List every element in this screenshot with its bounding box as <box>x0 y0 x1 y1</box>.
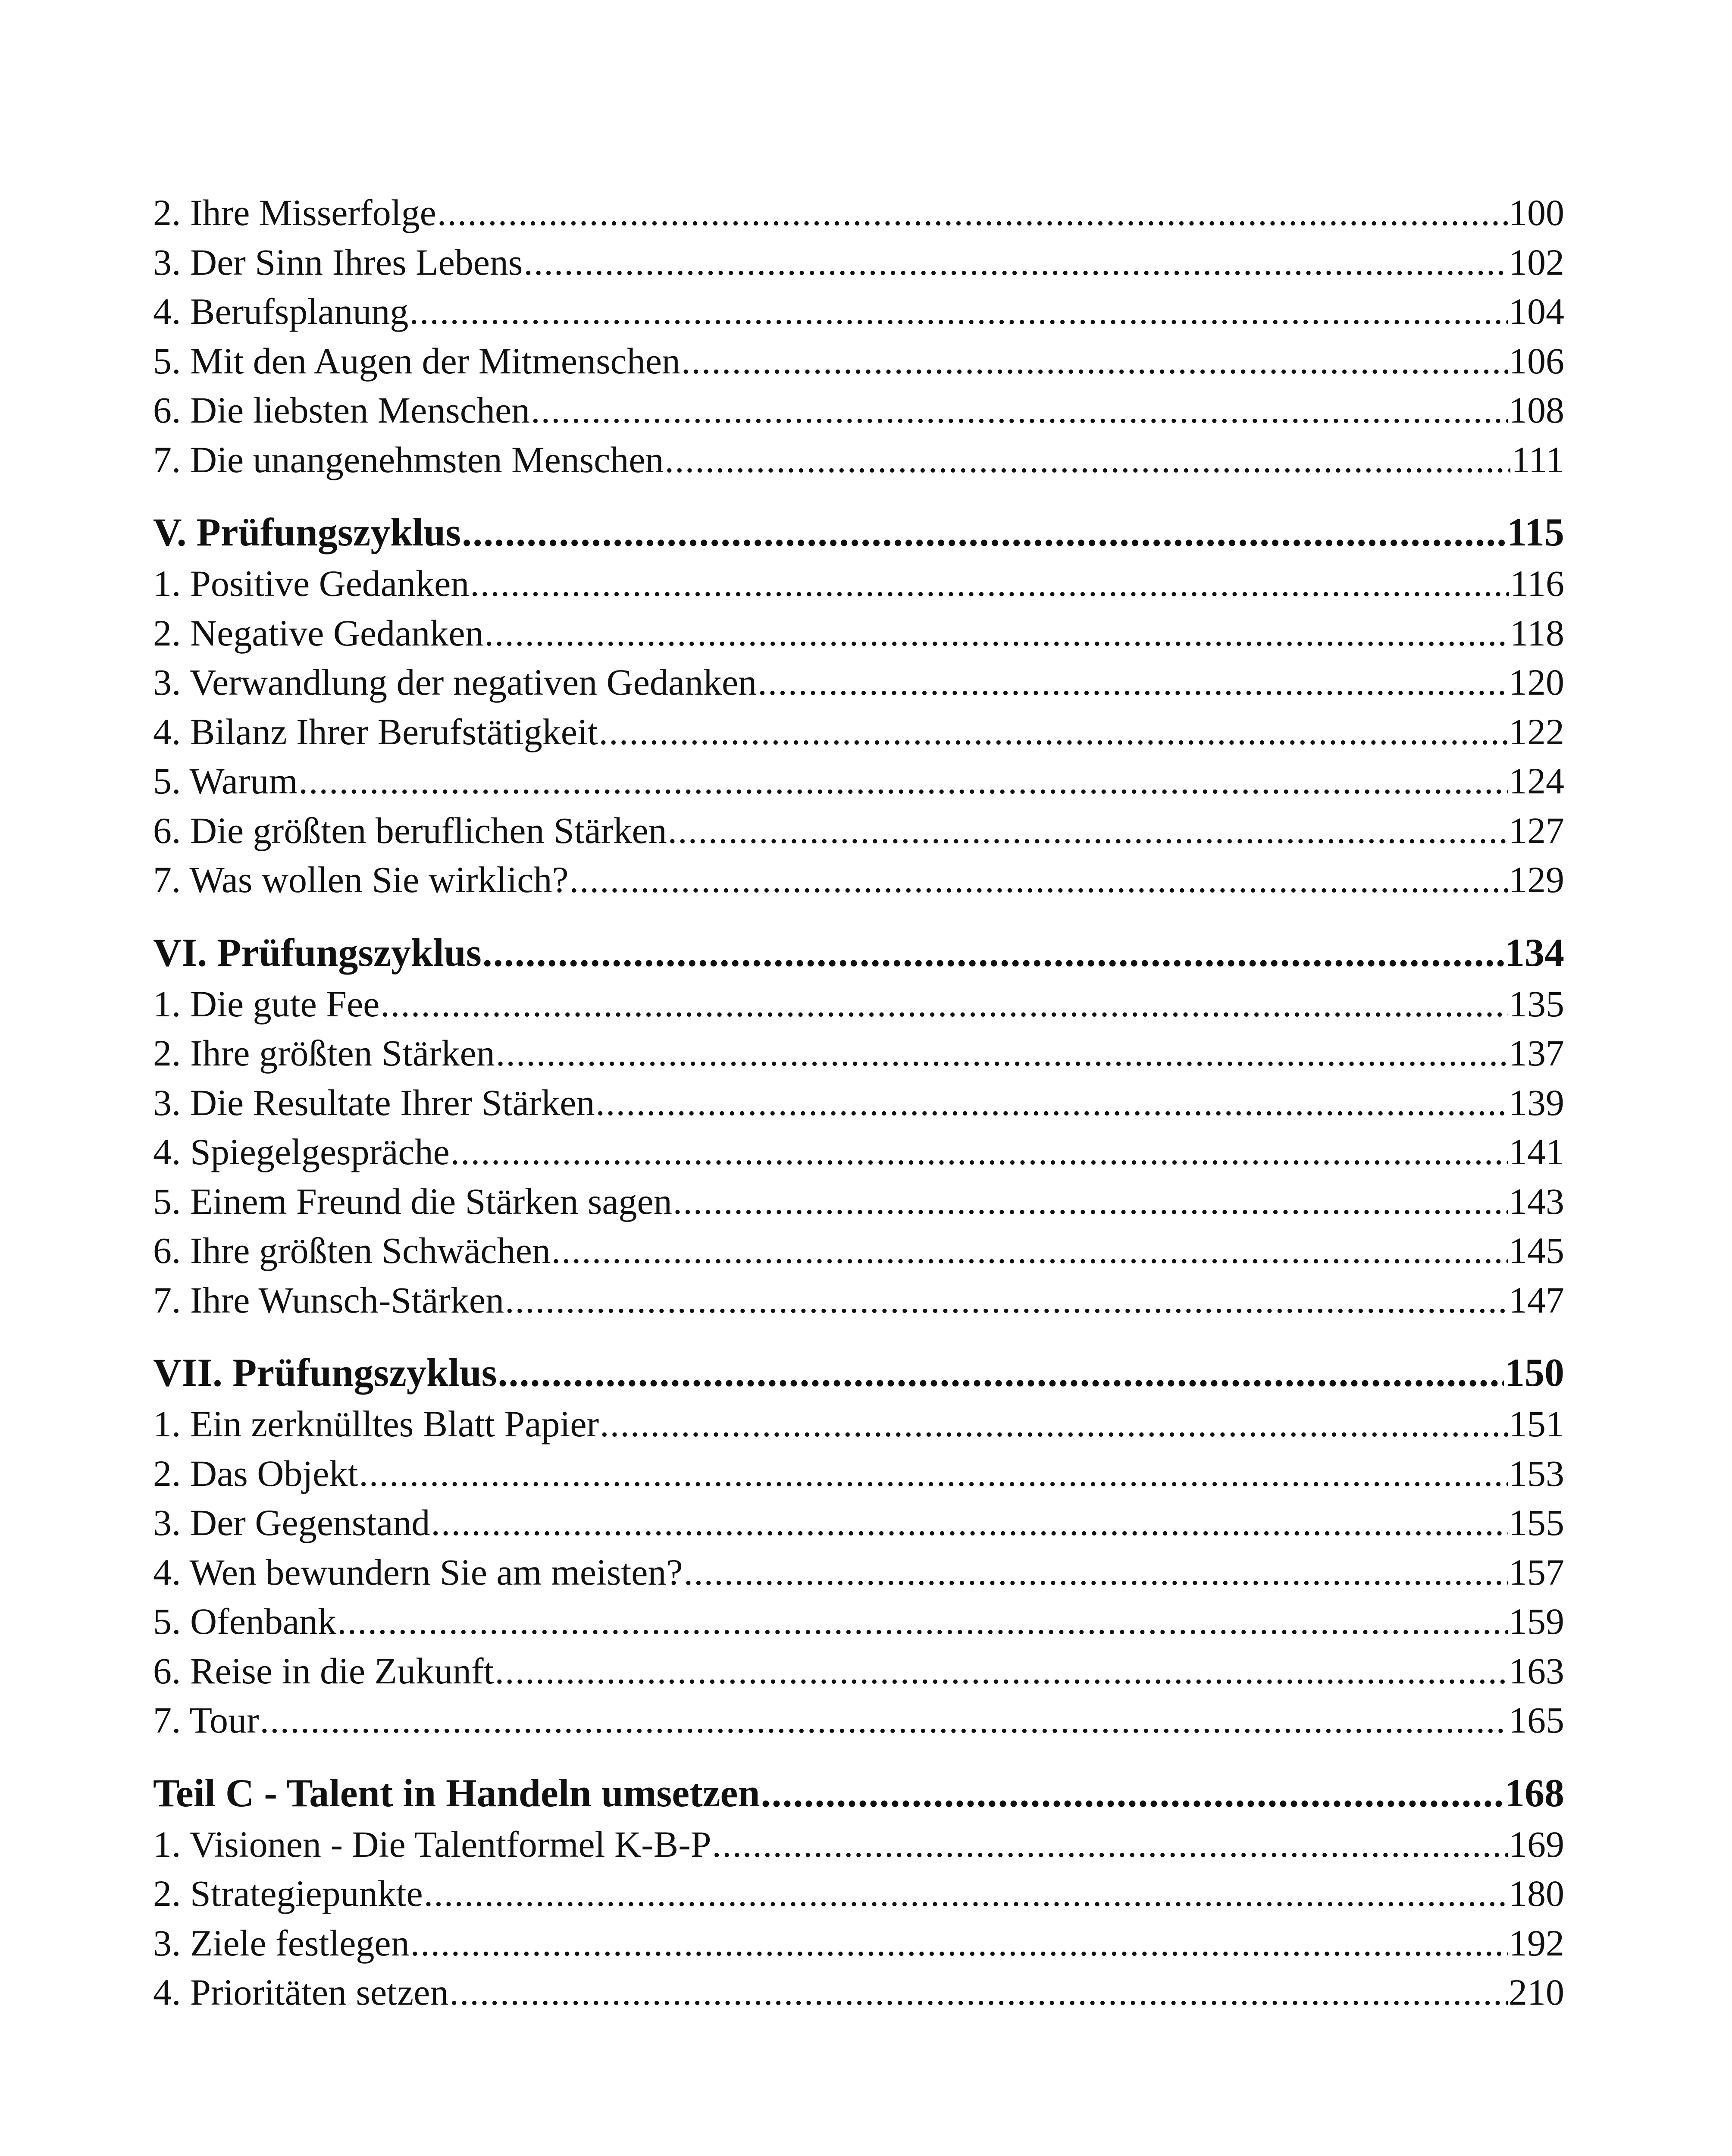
toc-entry[interactable] <box>153 1275 1564 1325</box>
toc-entry-label: 2. Ihre größten Stärken <box>153 1032 495 1074</box>
toc-entry-label: 7. Ihre Wunsch-Stärken <box>153 1279 504 1321</box>
dot-leader <box>600 1399 1508 1449</box>
toc-entry[interactable] <box>153 1548 1564 1597</box>
toc-entry-page-number: 141 <box>1509 1131 1564 1172</box>
toc-entry-label: 6. Die liebsten Menschen <box>153 389 530 431</box>
dot-leader <box>551 1226 1508 1275</box>
toc-entry-label: 5. Ofenbank <box>153 1601 337 1642</box>
toc-entry[interactable] <box>153 806 1564 856</box>
toc-entry-label: VI. Prüfungszyklus <box>153 930 482 975</box>
dot-leader <box>758 658 1508 707</box>
dot-leader <box>498 1346 1504 1399</box>
dot-leader <box>337 1597 1508 1646</box>
toc-entry[interactable] <box>153 385 1564 435</box>
toc-entry-label: 7. Was wollen Sie wirklich? <box>153 859 569 900</box>
toc-entry[interactable] <box>153 287 1564 336</box>
toc-entry-page-number: 127 <box>1509 809 1564 851</box>
dot-leader <box>595 1078 1508 1128</box>
toc-entry-label: 4. Bilanz Ihrer Berufstätigkeit <box>153 711 598 752</box>
dot-leader <box>424 1869 1508 1918</box>
dot-leader <box>470 559 1509 608</box>
toc-entry[interactable] <box>153 855 1564 905</box>
toc-entry-page-number: 155 <box>1509 1502 1564 1543</box>
dot-leader <box>668 806 1508 856</box>
toc-entry[interactable] <box>153 979 1564 1029</box>
dot-leader <box>599 707 1508 757</box>
toc-entry-page-number: 168 <box>1505 1771 1564 1815</box>
toc-entry-page-number: 157 <box>1509 1551 1564 1593</box>
toc-entry-page-number: 100 <box>1509 192 1564 233</box>
toc-entry-page-number: 192 <box>1509 1922 1564 1964</box>
toc-entry-label: 4. Spiegelgespräche <box>153 1131 450 1172</box>
toc-entry-label: 1. Positive Gedanken <box>153 563 470 604</box>
toc-entry[interactable] <box>153 1177 1564 1226</box>
dot-leader <box>431 1498 1508 1548</box>
toc-entry-label: 7. Tour <box>153 1699 259 1741</box>
toc-section-heading[interactable] <box>153 506 1564 559</box>
toc-entry-page-number: 150 <box>1505 1351 1564 1395</box>
toc-entry-page-number: 129 <box>1509 859 1564 900</box>
toc-entry-label: 3. Der Gegenstand <box>153 1502 430 1543</box>
toc-entry[interactable] <box>153 1078 1564 1128</box>
toc-entry-label: 6. Reise in die Zukunft <box>153 1650 494 1692</box>
toc-entry-label: 7. Die unangenehmsten Menschen <box>153 439 664 480</box>
toc-entry-label: 5. Warum <box>153 760 298 802</box>
toc-entry[interactable] <box>153 1449 1564 1498</box>
dot-leader <box>359 1449 1508 1498</box>
toc-entry[interactable] <box>153 336 1564 386</box>
toc-entry[interactable] <box>153 1498 1564 1548</box>
toc-entry-page-number: 143 <box>1509 1180 1564 1222</box>
toc-entry[interactable] <box>153 1028 1564 1078</box>
toc-entry-page-number: 115 <box>1507 510 1564 554</box>
dot-leader <box>298 756 1508 806</box>
dot-leader <box>380 979 1508 1029</box>
toc-entry[interactable] <box>153 238 1564 287</box>
toc-entry[interactable] <box>153 1918 1564 1968</box>
toc-entry-label: 1. Ein zerknülltes Blatt Papier <box>153 1403 599 1445</box>
toc-entry-page-number: 122 <box>1509 711 1564 752</box>
toc-entry-page-number: 134 <box>1505 930 1564 975</box>
toc-section-heading[interactable] <box>153 1767 1564 1820</box>
toc-entry-label: 6. Ihre größten Schwächen <box>153 1230 551 1271</box>
toc-entry-label: 2. Strategiepunkte <box>153 1873 423 1914</box>
toc-entry-page-number: 116 <box>1510 563 1564 604</box>
toc-entry-page-number: 124 <box>1509 760 1564 802</box>
dot-leader <box>495 1646 1508 1696</box>
toc-entry[interactable] <box>153 559 1564 608</box>
toc-entry-page-number: 137 <box>1509 1032 1564 1074</box>
toc-entry-page-number: 180 <box>1509 1873 1564 1914</box>
toc-entry[interactable] <box>153 608 1564 658</box>
toc-entry-page-number: 135 <box>1509 983 1564 1025</box>
toc-entry-label: 3. Verwandlung der negativen Gedanken <box>153 661 757 703</box>
toc-section-heading[interactable] <box>153 1346 1564 1399</box>
dot-leader <box>531 385 1508 435</box>
toc-entry-page-number: 210 <box>1509 1971 1564 2013</box>
dot-leader <box>409 287 1508 336</box>
toc-entry-label: 4. Berufsplanung <box>153 291 409 332</box>
toc-entry-label: 2. Ihre Misserfolge <box>153 192 436 233</box>
toc-entry[interactable] <box>153 1646 1564 1696</box>
dot-leader <box>449 1968 1508 2017</box>
toc-entry[interactable] <box>153 1597 1564 1646</box>
toc-entry-page-number: 102 <box>1509 241 1564 283</box>
toc-entry-label: 3. Der Sinn Ihres Lebens <box>153 241 523 283</box>
toc-entry-page-number: 145 <box>1509 1230 1564 1271</box>
toc-entry-label: Teil C - Talent in Handeln umsetzen <box>153 1771 760 1815</box>
toc-entry[interactable] <box>153 435 1564 485</box>
dot-leader <box>673 1177 1508 1226</box>
toc-entry[interactable] <box>153 1127 1564 1177</box>
dot-leader <box>485 608 1510 658</box>
toc-entry[interactable] <box>153 1399 1564 1449</box>
toc-entry-label: 5. Einem Freund die Stärken sagen <box>153 1180 672 1222</box>
toc-entry-label: 3. Ziele festlegen <box>153 1922 410 1964</box>
toc-entry[interactable] <box>153 1968 1564 2017</box>
dot-leader <box>570 855 1508 905</box>
toc-entry-label: 6. Die größten beruflichen Stärken <box>153 809 667 851</box>
toc-entry-label: VII. Prüfungszyklus <box>153 1351 497 1395</box>
toc-entry-label: 1. Die gute Fee <box>153 983 380 1025</box>
dot-leader <box>712 1820 1508 1869</box>
toc-entry-label: 3. Die Resultate Ihrer Stärken <box>153 1081 595 1123</box>
toc-entry[interactable] <box>153 756 1564 806</box>
dot-leader <box>761 1767 1504 1820</box>
toc-entry-page-number: 147 <box>1509 1279 1564 1321</box>
toc-entry-page-number: 118 <box>1510 612 1564 654</box>
toc-entry-label: 2. Negative Gedanken <box>153 612 484 654</box>
dot-leader <box>681 336 1508 386</box>
dot-leader <box>684 1548 1508 1597</box>
dot-leader <box>496 1028 1508 1078</box>
toc-entry-label: 2. Das Objekt <box>153 1452 358 1494</box>
toc-entry-page-number: 163 <box>1509 1650 1564 1692</box>
toc-entry-page-number: 151 <box>1509 1403 1564 1445</box>
toc-entry-label: V. Prüfungszyklus <box>153 510 461 554</box>
toc-entry-label: 4. Prioritäten setzen <box>153 1971 449 2013</box>
dot-leader <box>410 1918 1508 1968</box>
toc-entry-page-number: 169 <box>1509 1823 1564 1865</box>
dot-leader <box>462 506 1506 559</box>
toc-entry-page-number: 108 <box>1509 389 1564 431</box>
dot-leader <box>437 188 1508 238</box>
table-of-contents <box>153 188 1564 2017</box>
toc-entry[interactable] <box>153 707 1564 757</box>
toc-entry-page-number: 159 <box>1509 1601 1564 1642</box>
toc-entry-page-number: 120 <box>1509 661 1564 703</box>
dot-leader <box>260 1695 1508 1745</box>
toc-entry-page-number: 106 <box>1509 340 1564 382</box>
toc-entry-label: 4. Wen bewundern Sie am meisten? <box>153 1551 683 1593</box>
toc-entry-page-number: 139 <box>1509 1081 1564 1123</box>
toc-entry[interactable] <box>153 1695 1564 1745</box>
dot-leader <box>665 435 1511 485</box>
toc-entry[interactable] <box>153 1869 1564 1918</box>
dot-leader <box>505 1275 1508 1325</box>
toc-section-heading[interactable] <box>153 926 1564 979</box>
dot-leader <box>482 926 1504 979</box>
toc-entry[interactable] <box>153 658 1564 707</box>
toc-entry[interactable] <box>153 1226 1564 1275</box>
toc-entry-page-number: 165 <box>1509 1699 1564 1741</box>
toc-entry-label: 5. Mit den Augen der Mitmenschen <box>153 340 680 382</box>
toc-entry-page-number: 153 <box>1509 1452 1564 1494</box>
toc-entry-label: 1. Visionen - Die Talentformel K-B-P <box>153 1823 711 1865</box>
toc-entry-page-number: 104 <box>1509 291 1564 332</box>
toc-entry[interactable] <box>153 1820 1564 1869</box>
toc-entry[interactable] <box>153 188 1564 238</box>
toc-entry-page-number: 111 <box>1511 439 1564 480</box>
dot-leader <box>451 1127 1508 1177</box>
dot-leader <box>523 238 1508 287</box>
